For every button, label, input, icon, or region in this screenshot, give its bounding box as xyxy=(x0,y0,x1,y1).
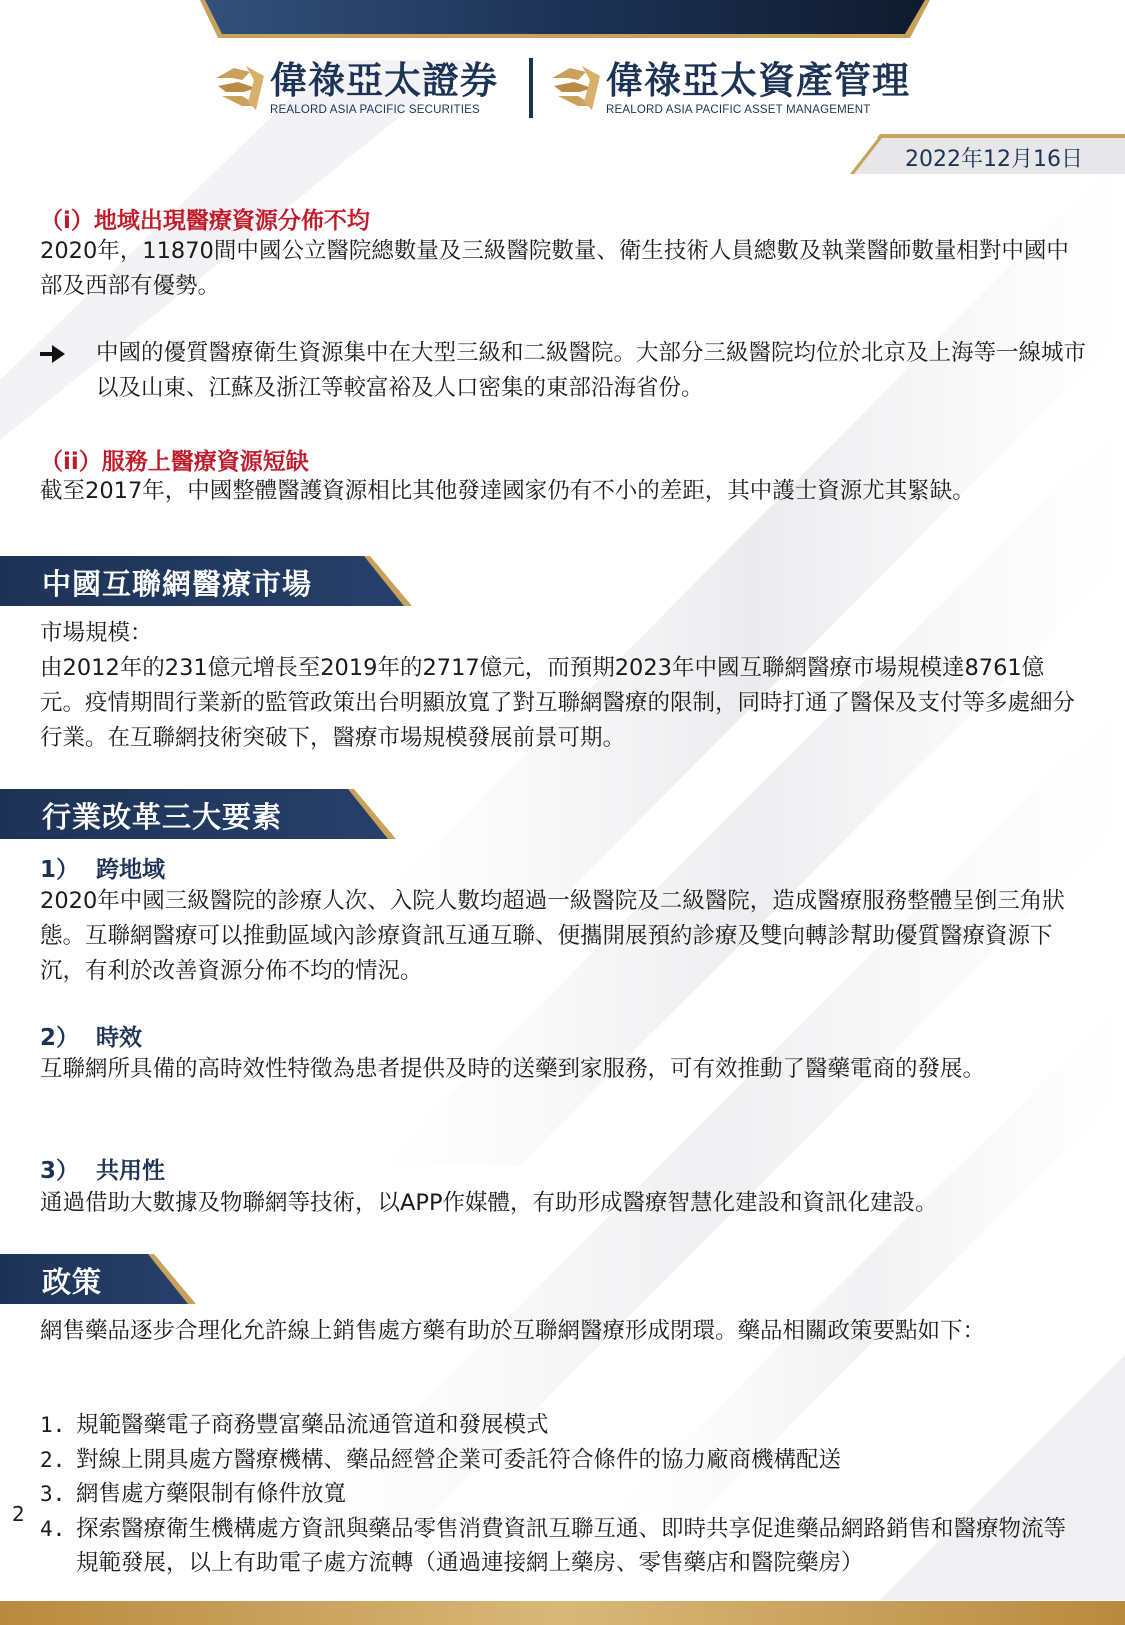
paragraph-timeliness: 互聯網所具備的高時效性特徵為患者提供及時的送藥到家服務，可有效推動了醫藥電商的發展。 xyxy=(40,1056,986,1082)
list-item xyxy=(40,1512,1088,1581)
logo-left-english: REALORD ASIA PACIFIC SECURITIES xyxy=(270,104,480,116)
logo-left-chinese: 偉祿亞太證券 xyxy=(270,59,498,102)
bullet-text: 中國的優質醫療衛生資源集中在大型三級和二級醫院。大部分三級醫院均位於北京及上海等一線城市以及山東、江蘇及浙江等較富裕及人口密集的東部沿海省份。 xyxy=(96,340,1087,401)
arrow-right-icon xyxy=(40,344,66,364)
reform-item-title xyxy=(40,1019,142,1052)
market-size-label: 市場規模： xyxy=(40,620,153,646)
section-header-policy xyxy=(0,1254,196,1304)
section-title-market: 中國互聯網醫療市場 xyxy=(42,567,313,601)
list-text: 探索醫療衛生機構處方資訊與藥品零售消費資訊互聯互通、即時共享促進藥品網路銷售和醫療物流等規範發展，以上有助電子處方流轉（通過連接網上藥房、零售藥店和醫院藥房） xyxy=(76,1515,1067,1576)
policy-list xyxy=(40,1408,1088,1581)
list-text: 網售處方藥限制有條件放寬 xyxy=(76,1481,347,1507)
subsection-title-regional: （i）地域出現醫療資源分佈不均 xyxy=(40,208,370,234)
list-index: 4. xyxy=(40,1516,66,1541)
paragraph-cross-region: 2020年中國三級醫院的診療人次、入院人數均超過一級醫院及二級醫院，造成醫療服務整體呈倒三角狀態。互聯網醫療可以推動區域內診療資訊互通互聯、便攜開展預約診療及雙向轉診幫助優質醫療資源下沉，有利於改善資源分佈不均的情況。 xyxy=(40,888,1065,984)
list-index: 2. xyxy=(40,1447,66,1472)
reform-item-title xyxy=(40,1152,165,1185)
section-header-market xyxy=(0,556,412,606)
paragraph-market: 由2012年的231億元增長至2019年的2717億元，而預期2023年中國互聯網醫療市場規模達8761億元。疫情期間行業新的監管政策出台明顯放寬了對互聯網醫療的限制，同時打通了醫保及支付等多處細分行業。在互聯網技術突破下，醫療市場規模發展前景可期。 xyxy=(40,655,1076,751)
list-index: 3. xyxy=(40,1482,66,1506)
section-title-reform: 行業改革三大要素 xyxy=(42,800,283,834)
subsection-title-shortage: （ii）服務上醫療資源短缺 xyxy=(40,449,309,475)
report-date: 2022年12月16日 xyxy=(905,147,1083,172)
paragraph-regional: 2020年，11870間中國公立醫院總數量及三級醫院數量、衛生技術人員總數及執業醫師數量相對中國中部及西部有優勢。 xyxy=(40,238,1069,299)
reform-item-number: 3） xyxy=(40,1158,80,1184)
paragraph-shareability: 通過借助大數據及物聯網等技術，以APP作媒體，有助形成醫療智慧化建設和資訊化建設。 xyxy=(40,1190,938,1216)
reform-item-label: 共用性 xyxy=(96,1158,165,1184)
list-item xyxy=(40,1477,1088,1512)
reform-item-title xyxy=(40,851,165,884)
reform-item-label: 時效 xyxy=(96,1025,142,1051)
list-text: 對線上開具處方醫療機構、藥品經營企業可委託符合條件的協力廠商機構配送 xyxy=(76,1446,842,1473)
list-index: 1. xyxy=(40,1413,66,1437)
logo-right-chinese: 偉祿亞太資產管理 xyxy=(606,59,910,102)
page-number: 2 xyxy=(12,1502,25,1526)
reform-item-number: 1） xyxy=(40,857,80,883)
paragraph-policy: 網售藥品逐步合理化允許線上銷售處方藥有助於互聯網醫療形成閉環。藥品相關政策要點如下： xyxy=(40,1318,986,1344)
list-text: 規範醫藥電子商務豐富藥品流通管道和發展模式 xyxy=(76,1412,549,1438)
reform-item-number: 2） xyxy=(40,1025,80,1051)
logo-right-english: REALORD ASIA PACIFIC ASSET MANAGEMENT xyxy=(606,104,871,116)
reform-item-label: 跨地域 xyxy=(96,857,165,883)
list-item xyxy=(40,1408,1088,1443)
list-item xyxy=(40,1443,1088,1478)
section-header-reform xyxy=(0,789,396,839)
section-title-policy: 政策 xyxy=(42,1265,103,1299)
paragraph-shortage: 截至2017年，中國整體醫護資源相比其他發達國家仍有不小的差距，其中護士資源尤其緊缺。 xyxy=(40,478,975,504)
